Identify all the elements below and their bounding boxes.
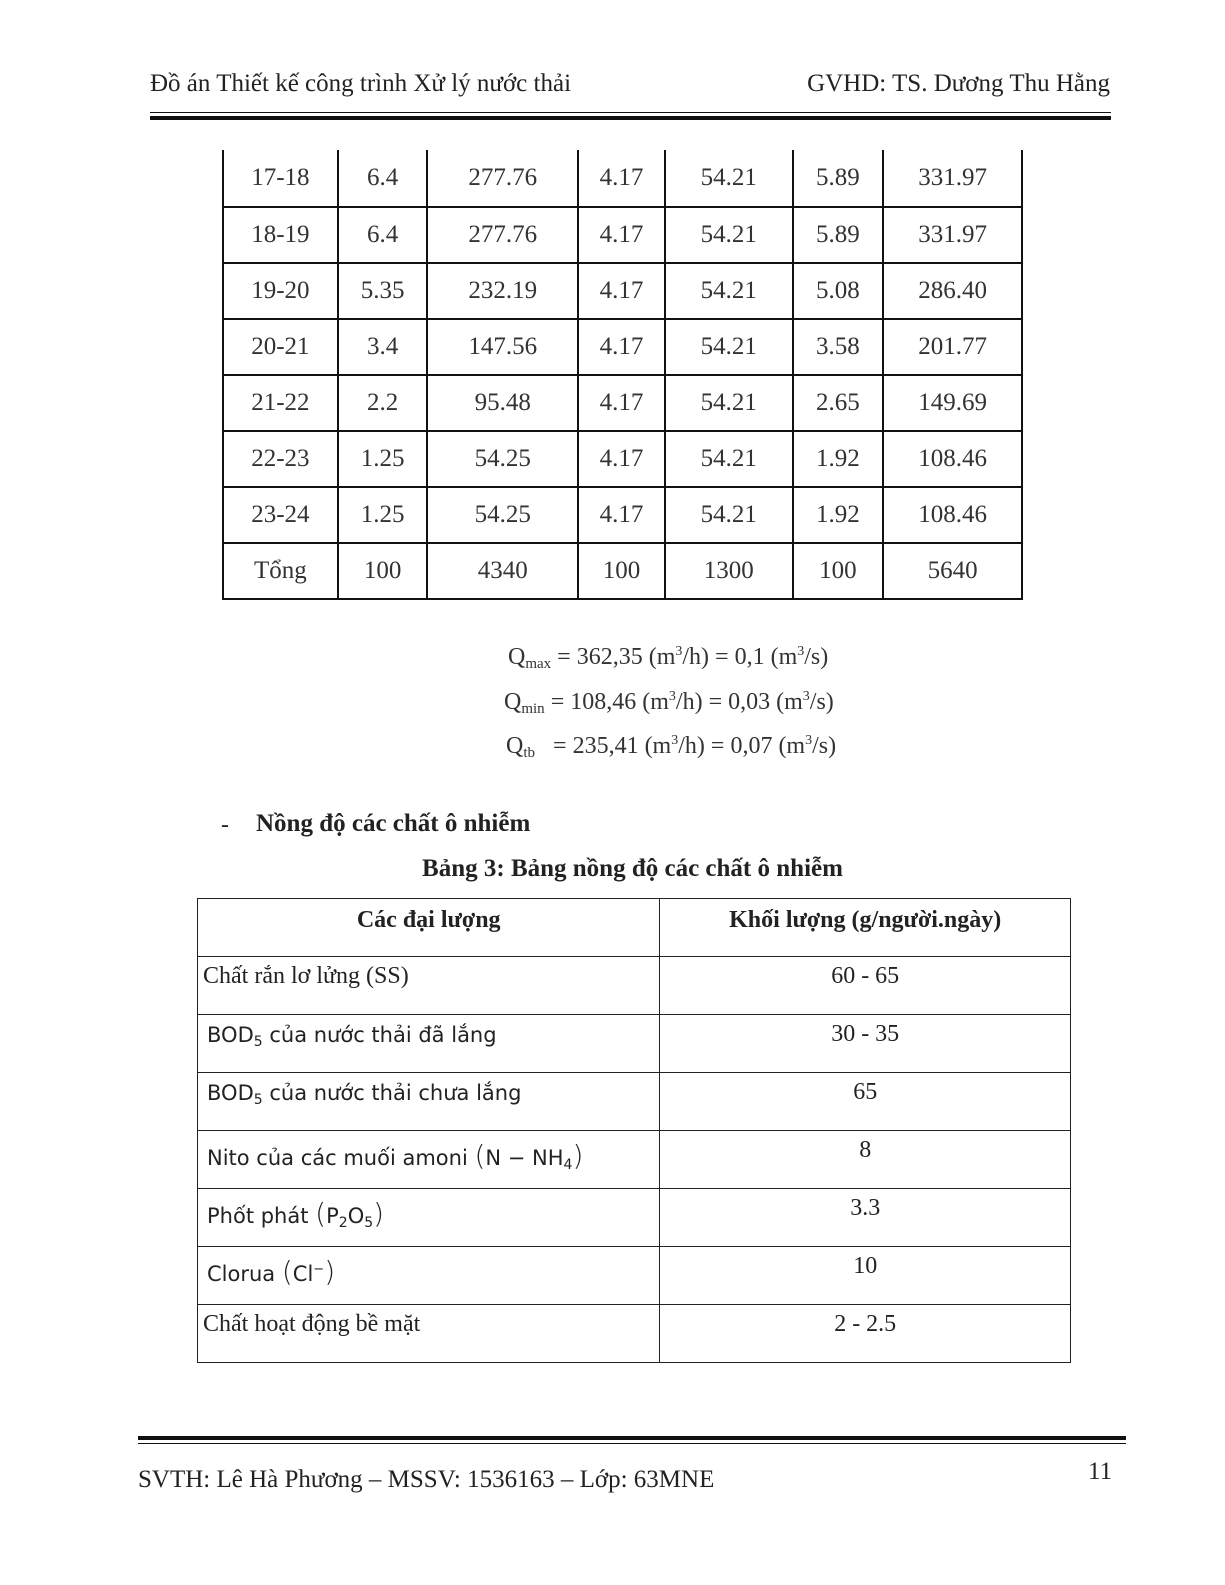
table-cell: 100 xyxy=(338,543,428,599)
table-cell: 54.21 xyxy=(665,263,793,319)
table-row xyxy=(223,375,1022,431)
table-cell: 54.21 xyxy=(665,487,793,543)
table-cell: 2.65 xyxy=(793,375,884,431)
concentration-table xyxy=(197,898,1071,1363)
table-cell: 2.2 xyxy=(338,375,428,431)
table-cell: 4.17 xyxy=(578,263,665,319)
flow-table xyxy=(222,150,1023,600)
table-row xyxy=(223,207,1022,263)
table-cell: 54.25 xyxy=(427,487,578,543)
table-cell: 1300 xyxy=(665,543,793,599)
table-cell: 1.92 xyxy=(793,487,884,543)
table-row xyxy=(223,319,1022,375)
table-row xyxy=(198,1015,1071,1073)
table-cell: 277.76 xyxy=(427,207,578,263)
table-cell: 5.89 xyxy=(793,150,884,207)
table-cell: 5.35 xyxy=(338,263,428,319)
table-cell: 54.21 xyxy=(665,319,793,375)
table-cell: 6.4 xyxy=(338,150,428,207)
table-caption: Bảng 3: Bảng nồng độ các chất ô nhiễm xyxy=(422,855,843,882)
row-value: 8 xyxy=(660,1131,1071,1189)
table-row xyxy=(223,543,1022,599)
row-value: 60 - 65 xyxy=(660,957,1071,1015)
table-cell: 21-22 xyxy=(223,375,338,431)
table-row xyxy=(223,263,1022,319)
row-name: Nito của các muối amoni $(N - NH_4)$ xyxy=(198,1131,660,1189)
qmin-line: $Q_{min} = 108,46$ $(m^3/h) = 0,03$ $(m^3/s)$ xyxy=(504,689,834,717)
header-rule-thick xyxy=(150,116,1111,120)
table-cell: 6.4 xyxy=(338,207,428,263)
table-cell: 17-18 xyxy=(223,150,338,207)
table-cell: 3.4 xyxy=(338,319,428,375)
qtb-line: $Q_{tb} = 235,41$ $(m^3/h) = 0,07$ $(m^3/s)$ xyxy=(506,733,837,761)
table-cell: 4.17 xyxy=(578,207,665,263)
row-value: 2 - 2.5 xyxy=(660,1305,1071,1363)
table-cell: 23-24 xyxy=(223,487,338,543)
table-row xyxy=(198,1305,1071,1363)
table-cell: 5640 xyxy=(883,543,1022,599)
section-title: Nồng độ các chất ô nhiễm xyxy=(256,810,531,837)
row-value: 10 xyxy=(660,1247,1071,1305)
table-cell: 277.76 xyxy=(427,150,578,207)
header-supervisor: GVHD: TS. Dương Thu Hằng xyxy=(807,70,1110,97)
footer-rule-thick xyxy=(138,1436,1126,1440)
table-row xyxy=(198,957,1071,1015)
table-cell: 232.19 xyxy=(427,263,578,319)
table-row xyxy=(198,1131,1071,1189)
table-cell: 5.89 xyxy=(793,207,884,263)
table-cell: 1.25 xyxy=(338,487,428,543)
table-cell: 19-20 xyxy=(223,263,338,319)
table-cell: 22-23 xyxy=(223,431,338,487)
page-number: 11 xyxy=(1088,1458,1113,1485)
table-cell: 331.97 xyxy=(883,207,1022,263)
table-cell: 3.58 xyxy=(793,319,884,375)
table-row xyxy=(223,150,1022,207)
table-cell: 331.97 xyxy=(883,150,1022,207)
table-cell: 149.69 xyxy=(883,375,1022,431)
row-name: $BOD_5$ của nước thải chưa lắng xyxy=(198,1073,660,1131)
table-cell: 54.21 xyxy=(665,207,793,263)
row-name: Phốt phát $(P_2O_5)$ xyxy=(198,1189,660,1247)
row-name: Chất rắn lơ lửng (SS) xyxy=(198,957,660,1015)
row-name: Clorua (Cl−) xyxy=(198,1247,660,1305)
table-cell: 4.17 xyxy=(578,375,665,431)
header-mass: Khối lượng (g/người.ngày) xyxy=(660,899,1071,957)
table-cell: 108.46 xyxy=(883,487,1022,543)
table-cell: 54.21 xyxy=(665,150,793,207)
table-cell: 100 xyxy=(793,543,884,599)
table-cell: 147.56 xyxy=(427,319,578,375)
qmax-line: $Q_{max} = 362,35$ $(m^3/h) = 0,1$ $(m^3/s)$ xyxy=(508,644,829,672)
header-rule-thin xyxy=(150,112,1111,113)
table-row xyxy=(223,431,1022,487)
row-value: 3.3 xyxy=(660,1189,1071,1247)
table-cell: 95.48 xyxy=(427,375,578,431)
table-row xyxy=(198,1073,1071,1131)
table-cell: 54.21 xyxy=(665,431,793,487)
table-row xyxy=(198,1189,1071,1247)
table-cell: 54.25 xyxy=(427,431,578,487)
row-value: 65 xyxy=(660,1073,1071,1131)
table-cell: 20-21 xyxy=(223,319,338,375)
row-name: $BOD_5$ của nước thải đã lắng xyxy=(198,1015,660,1073)
table-cell: 4340 xyxy=(427,543,578,599)
table-cell: 4.17 xyxy=(578,319,665,375)
table-cell: 54.21 xyxy=(665,375,793,431)
table-cell: 5.08 xyxy=(793,263,884,319)
footer-rule-thin xyxy=(138,1443,1126,1444)
table-cell: 4.17 xyxy=(578,487,665,543)
table-row xyxy=(198,1247,1071,1305)
header-title: Đồ án Thiết kế công trình Xử lý nước thải xyxy=(150,70,572,97)
table-cell: 201.77 xyxy=(883,319,1022,375)
table-cell: 18-19 xyxy=(223,207,338,263)
footer-student: SVTH: Lê Hà Phương – MSSV: 1536163 – Lớp: 63MNE xyxy=(138,1466,715,1493)
table-row xyxy=(223,487,1022,543)
header-quantity: Các đại lượng xyxy=(198,899,660,957)
row-value: 30 - 35 xyxy=(660,1015,1071,1073)
row-name: Chất hoạt động bề mặt xyxy=(198,1305,660,1363)
bullet-dash: - xyxy=(221,812,229,838)
table-cell: 4.17 xyxy=(578,431,665,487)
table-cell: 1.92 xyxy=(793,431,884,487)
table-cell: 108.46 xyxy=(883,431,1022,487)
table-cell: Tổng xyxy=(223,543,338,599)
table-cell: 1.25 xyxy=(338,431,428,487)
table-cell: 4.17 xyxy=(578,150,665,207)
table-cell: 286.40 xyxy=(883,263,1022,319)
table-cell: 100 xyxy=(578,543,665,599)
